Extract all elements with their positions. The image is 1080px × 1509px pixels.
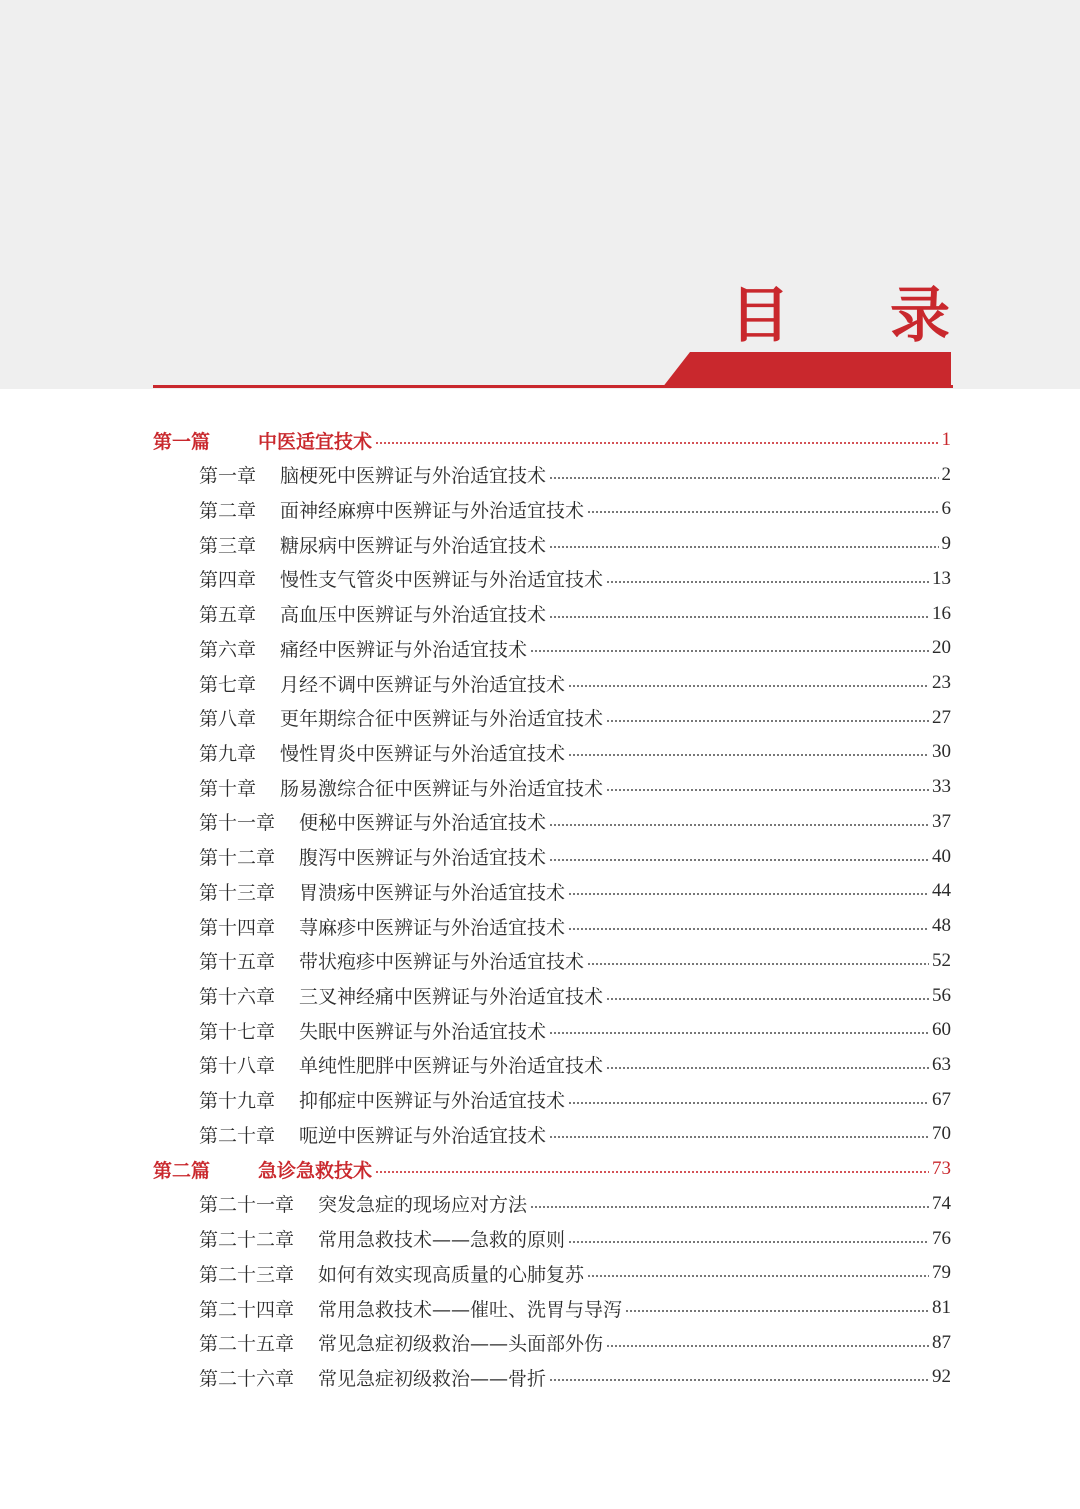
chapter-number: 第十三章 [199,881,276,904]
toc-chapter-row[interactable] [199,1013,951,1047]
chapter-number: 第十章 [199,777,257,800]
dot-leader [549,824,929,826]
chapter-title: 高血压中医辨证与外治适宜技术 [280,604,547,627]
page-number: 70 [932,1123,951,1145]
dot-leader [587,963,929,965]
toc-chapter-row[interactable] [199,1360,951,1394]
chapter-number: 第二十四章 [199,1298,295,1321]
chapter-title: 腹泻中医辨证与外治适宜技术 [299,847,547,870]
toc-chapter-row[interactable] [199,805,951,839]
page-number: 63 [932,1053,951,1075]
dot-leader [568,928,929,930]
chapter-number: 第三章 [199,534,257,557]
dot-leader [549,616,929,618]
chapter-title: 失眠中医辨证与外治适宜技术 [299,1020,547,1043]
dot-leader [549,1136,929,1138]
title-rule [0,350,1080,390]
toc-chapter-row[interactable] [199,874,951,908]
part-number: 第一篇 [153,430,211,453]
dot-leader [549,1379,929,1381]
chapter-number: 第十四章 [199,916,276,939]
dot-leader [549,1032,929,1034]
toc-chapter-row[interactable] [199,562,951,596]
page-number: 56 [932,984,951,1006]
page-number: 16 [932,602,951,624]
chapter-title: 呃逆中医辨证与外治适宜技术 [299,1124,547,1147]
page-number: 37 [932,810,951,832]
chapter-number: 第二十六章 [199,1367,295,1390]
chapter-title: 糖尿病中医辨证与外治适宜技术 [280,534,547,557]
title-rule-tab [662,352,951,388]
toc-chapter-row[interactable] [199,701,951,735]
chapter-title: 单纯性肥胖中医辨证与外治适宜技术 [299,1055,604,1078]
chapter-number: 第十二章 [199,847,276,870]
toc-chapter-row[interactable] [199,840,951,874]
toc-chapter-row[interactable] [199,1187,951,1221]
dot-leader [375,1171,929,1173]
dot-leader [606,1345,929,1347]
dot-leader [568,754,929,756]
chapter-title: 荨麻疹中医辨证与外治适宜技术 [299,916,566,939]
chapter-title: 三叉神经痛中医辨证与外治适宜技术 [299,986,604,1009]
toc-title-char-2: 录 [890,281,950,351]
toc-chapter-row[interactable] [199,631,951,665]
chapter-number: 第四章 [199,569,257,592]
chapter-title: 突发急症的现场应对方法 [318,1194,528,1217]
toc-chapter-row[interactable] [199,1326,951,1360]
part-title: 中医适宜技术 [258,430,373,453]
toc-chapter-row[interactable] [199,1083,951,1117]
chapter-number: 第十七章 [199,1020,276,1043]
chapter-title: 便秘中医辨证与外治适宜技术 [299,812,547,835]
chapter-title: 月经不调中医辨证与外治适宜技术 [280,673,566,696]
dot-leader [549,546,938,548]
toc-chapter-row[interactable] [199,1256,951,1290]
chapter-title: 抑郁症中医辨证与外治适宜技术 [299,1090,566,1113]
dot-leader [606,1067,929,1069]
chapter-number: 第十六章 [199,986,276,1009]
chapter-number: 第五章 [199,604,257,627]
dot-leader [568,685,929,687]
page-number: 60 [932,1019,951,1041]
part-number: 第二篇 [153,1159,211,1182]
chapter-title: 痛经中医辨证与外治适宜技术 [280,638,528,661]
toc-title [720,276,960,356]
dot-leader [587,511,938,513]
chapter-number: 第二十章 [199,1124,276,1147]
chapter-title: 慢性支气管炎中医辨证与外治适宜技术 [280,569,604,592]
page-number: 1 [941,429,951,450]
page-number: 9 [941,533,951,555]
chapter-number: 第八章 [199,708,257,731]
page-number: 6 [941,498,951,520]
page-number: 73 [932,1158,951,1180]
toc-chapter-row[interactable] [199,1117,951,1151]
page-number: 81 [932,1297,951,1318]
page-number: 2 [941,463,951,485]
chapter-title: 如何有效实现高质量的心肺复苏 [318,1263,585,1286]
toc-part-row[interactable] [153,423,951,457]
part-title: 急诊急救技术 [258,1159,373,1182]
chapter-number: 第十八章 [199,1055,276,1078]
chapter-title: 慢性胃炎中医辨证与外治适宜技术 [280,742,566,765]
chapter-title: 带状疱疹中医辨证与外治适宜技术 [299,951,585,974]
chapter-number: 第十九章 [199,1090,276,1113]
dot-leader [568,1241,929,1243]
page-number: 92 [932,1366,951,1388]
dot-leader [549,477,938,479]
toc-chapter-row[interactable] [199,735,951,769]
toc-chapter-row[interactable] [199,1291,951,1325]
page-number: 20 [932,637,951,659]
toc-chapter-row[interactable] [199,597,951,631]
chapter-title: 常用急救技术——催吐、洗胃与导泻 [318,1298,623,1321]
page-number: 76 [932,1227,951,1249]
toc-chapter-row[interactable] [199,1222,951,1256]
page-number: 33 [932,776,951,798]
page-number: 13 [932,567,951,589]
chapter-number: 第九章 [199,742,257,765]
dot-leader [606,789,929,791]
page-number: 44 [932,880,951,902]
toc-chapter-row[interactable] [199,492,951,526]
chapter-number: 第二十五章 [199,1333,295,1356]
toc-chapter-row[interactable] [199,979,951,1013]
page-number: 27 [932,706,951,728]
toc-chapter-row[interactable] [199,527,951,561]
chapter-number: 第六章 [199,638,257,661]
chapter-number: 第十五章 [199,951,276,974]
dot-leader [530,1206,929,1208]
page-number: 23 [932,672,951,694]
dot-leader [568,893,929,895]
toc-title-char-1: 目 [730,281,790,351]
chapter-number: 第十一章 [199,812,276,835]
page-number: 48 [932,915,951,937]
chapter-title: 常用急救技术——急救的原则 [318,1229,566,1252]
toc-chapter-row[interactable] [199,909,951,943]
chapter-title: 常见急症初级救治——骨折 [318,1367,547,1390]
page-number: 87 [932,1331,951,1353]
dot-leader [568,1102,929,1104]
dot-leader [606,998,929,1000]
page-number: 30 [932,741,951,763]
toc-chapter-row[interactable] [199,944,951,978]
toc-chapter-row[interactable] [199,458,951,492]
chapter-number: 第二十一章 [199,1194,295,1217]
chapter-title: 脑梗死中医辨证与外治适宜技术 [280,465,547,488]
dot-leader [530,650,929,652]
dot-leader [606,581,929,583]
toc-chapter-row[interactable] [199,770,951,804]
dot-leader [606,720,929,722]
chapter-title: 肠易激综合征中医辨证与外治适宜技术 [280,777,604,800]
chapter-title: 面神经麻痹中医辨证与外治适宜技术 [280,499,585,522]
page-number: 67 [932,1088,951,1110]
page-number: 52 [932,949,951,971]
page-number: 40 [932,845,951,867]
dot-leader [587,1275,929,1277]
chapter-number: 第二章 [199,499,257,522]
dot-leader [625,1310,929,1312]
toc-part-row[interactable] [153,1152,951,1186]
chapter-title: 胃溃疡中医辨证与外治适宜技术 [299,881,566,904]
page-number: 74 [932,1192,951,1214]
page-number: 79 [932,1262,951,1284]
dot-leader [549,859,929,861]
chapter-title: 常见急症初级救治——头面部外伤 [318,1333,604,1356]
dot-leader [375,442,938,444]
chapter-number: 第七章 [199,673,257,696]
chapter-number: 第二十三章 [199,1263,295,1286]
chapter-number: 第二十二章 [199,1229,295,1252]
chapter-title: 更年期综合征中医辨证与外治适宜技术 [280,708,604,731]
toc-chapter-row[interactable] [199,666,951,700]
toc-chapter-row[interactable] [199,1048,951,1082]
chapter-number: 第一章 [199,465,257,488]
